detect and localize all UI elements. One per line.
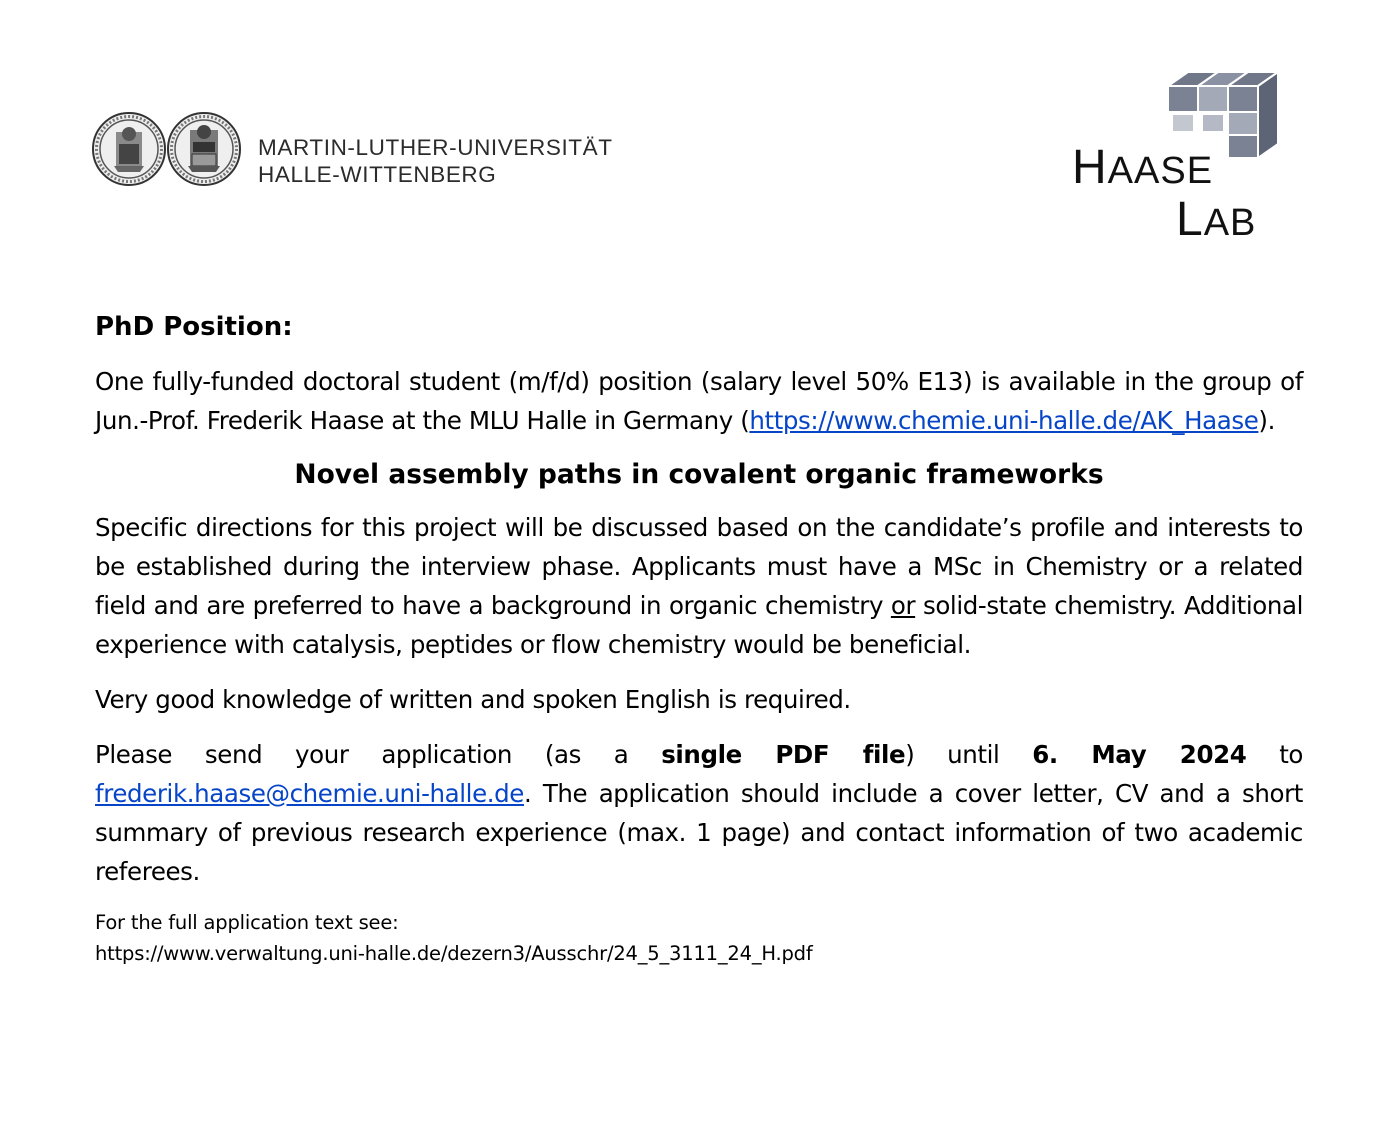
full-text-url[interactable]: https://www.verwaltung.uni-halle.de/dezern3/Ausschr/24_5_3111_24_H.pdf	[95, 942, 813, 965]
group-website-link[interactable]: https://www.chemie.uni-halle.de/AK_Haase	[749, 406, 1259, 435]
description-paragraph	[95, 508, 1303, 664]
description-text-end: solid-state chemistry. Additional experience with catalysis, peptides or flow chemistry would be beneficial.	[95, 591, 1303, 659]
announcement-body	[95, 300, 1303, 969]
letterhead	[0, 0, 1396, 270]
application-text: Please send your application (as a	[95, 740, 662, 769]
logo-word-lab	[1176, 193, 1257, 247]
logo-rest-aase: AASE	[1107, 150, 1214, 192]
logo-rest-ab: AB	[1203, 202, 1257, 244]
university-name-line1: MARTIN-LUTHER-UNIVERSITÄT	[258, 135, 613, 160]
intro-text: One fully-funded doctoral student (m/f/d) position (salary level 50% E13) is available in the group of Jun.-Prof. Frederik Haase at the MLU Halle in Germany (	[95, 367, 1303, 435]
application-paragraph	[95, 735, 1303, 891]
application-text-until: ) until	[905, 740, 1033, 769]
university-seals-icon	[92, 108, 242, 190]
university-name	[258, 134, 613, 188]
deadline-date: 6. May 2024	[1032, 740, 1247, 769]
single-pdf-emphasis: single PDF file	[661, 740, 906, 769]
intro-paragraph	[95, 362, 1303, 440]
full-text-note	[95, 907, 1303, 969]
footnote-label: For the full application text see:	[95, 911, 399, 934]
haase-lab-logo	[1068, 66, 1298, 244]
university-name-line2: HALLE-WITTENBERG	[258, 162, 497, 187]
language-paragraph: Very good knowledge of written and spoken English is required.	[95, 685, 851, 714]
position-heading: PhD Position:	[95, 312, 293, 342]
logo-word-haase	[1072, 141, 1214, 195]
logo-initial-h: H	[1072, 141, 1108, 194]
underlined-or: or	[890, 591, 916, 620]
university-logo	[92, 108, 613, 190]
logo-initial-l: L	[1176, 193, 1204, 246]
application-text-to: to	[1246, 740, 1304, 769]
intro-text-end: ).	[1258, 406, 1275, 435]
project-title: Novel assembly paths in covalent organic frameworks	[294, 459, 1104, 490]
description-text: Specific directions for this project will be discussed based on the candidate’s profile and interests to be established during the interview phase. Applicants must have a MSc in Chemistry or a related field and are preferred to have a background in organic chemistry	[95, 513, 1303, 620]
contact-email-link[interactable]: frederik.haase@chemie.uni-halle.de	[95, 779, 524, 808]
application-text-end: . The application should include a cover letter, CV and a short summary of previous research experience (max. 1 page) and contact information of two academic referees.	[95, 779, 1303, 886]
